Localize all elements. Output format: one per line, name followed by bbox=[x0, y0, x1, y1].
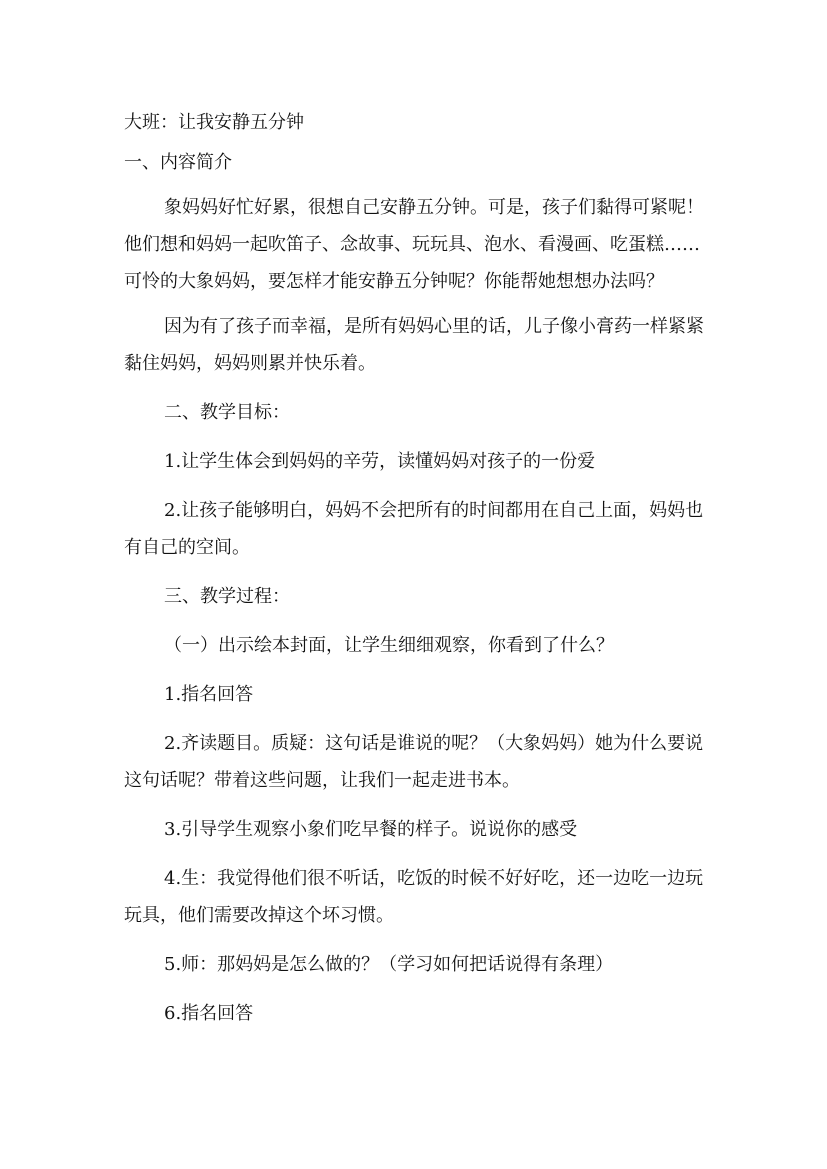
section-heading-intro: 一、内容简介 bbox=[124, 152, 232, 173]
section-heading-process: 三、教学过程： bbox=[164, 586, 290, 607]
process-step-1: 1.指名回答 bbox=[164, 684, 254, 705]
goal-item-1: 1.让学生体会到妈妈的辛劳，读懂妈妈对孩子的一份爱 bbox=[164, 451, 596, 472]
intro-paragraph-2: 因为有了孩子而幸福，是所有妈妈心里的话，儿子像小膏药一样紧紧黏住妈妈，妈妈则累并快乐着。 bbox=[124, 316, 704, 374]
goal-item-2: 2.让孩子能够明白，妈妈不会把所有的时间都用在自己上面，妈妈也有自己的空间。 bbox=[124, 500, 704, 558]
process-step-3: 3.引导学生观察小象们吃早餐的样子。说说你的感受 bbox=[164, 819, 578, 840]
process-step-6: 6.指名回答 bbox=[164, 1003, 254, 1024]
process-step-2: 2.齐读题目。质疑：这句话是谁说的呢？（大象妈妈）她为什么要说这句话呢？带着这些问题，让我们一起走进书本。 bbox=[124, 733, 704, 791]
intro-paragraph-1: 象妈妈好忙好累，很想自己安静五分钟。可是，孩子们黏得可紧呢！他们想和妈妈一起吹笛子、念故事、玩玩具、泡水、看漫画、吃蛋糕……可怜的大象妈妈，要怎样才能安静五分钟呢？你能帮她想想办法吗？ bbox=[124, 197, 704, 292]
process-step-5: 5.师：那妈妈是怎么做的？（学习如何把话说得有条理） bbox=[164, 954, 614, 975]
section-heading-goals: 二、教学目标： bbox=[164, 402, 290, 423]
document-body bbox=[124, 104, 704, 1032]
document-title: 大班：让我安静五分钟 bbox=[124, 112, 304, 133]
process-step-heading: （一）出示绘本封面，让学生细细观察，你看到了什么？ bbox=[164, 635, 614, 656]
process-step-4: 4.生：我觉得他们很不听话，吃饭的时候不好好吃，还一边吃一边玩玩具，他们需要改掉这个坏习惯。 bbox=[124, 868, 704, 926]
